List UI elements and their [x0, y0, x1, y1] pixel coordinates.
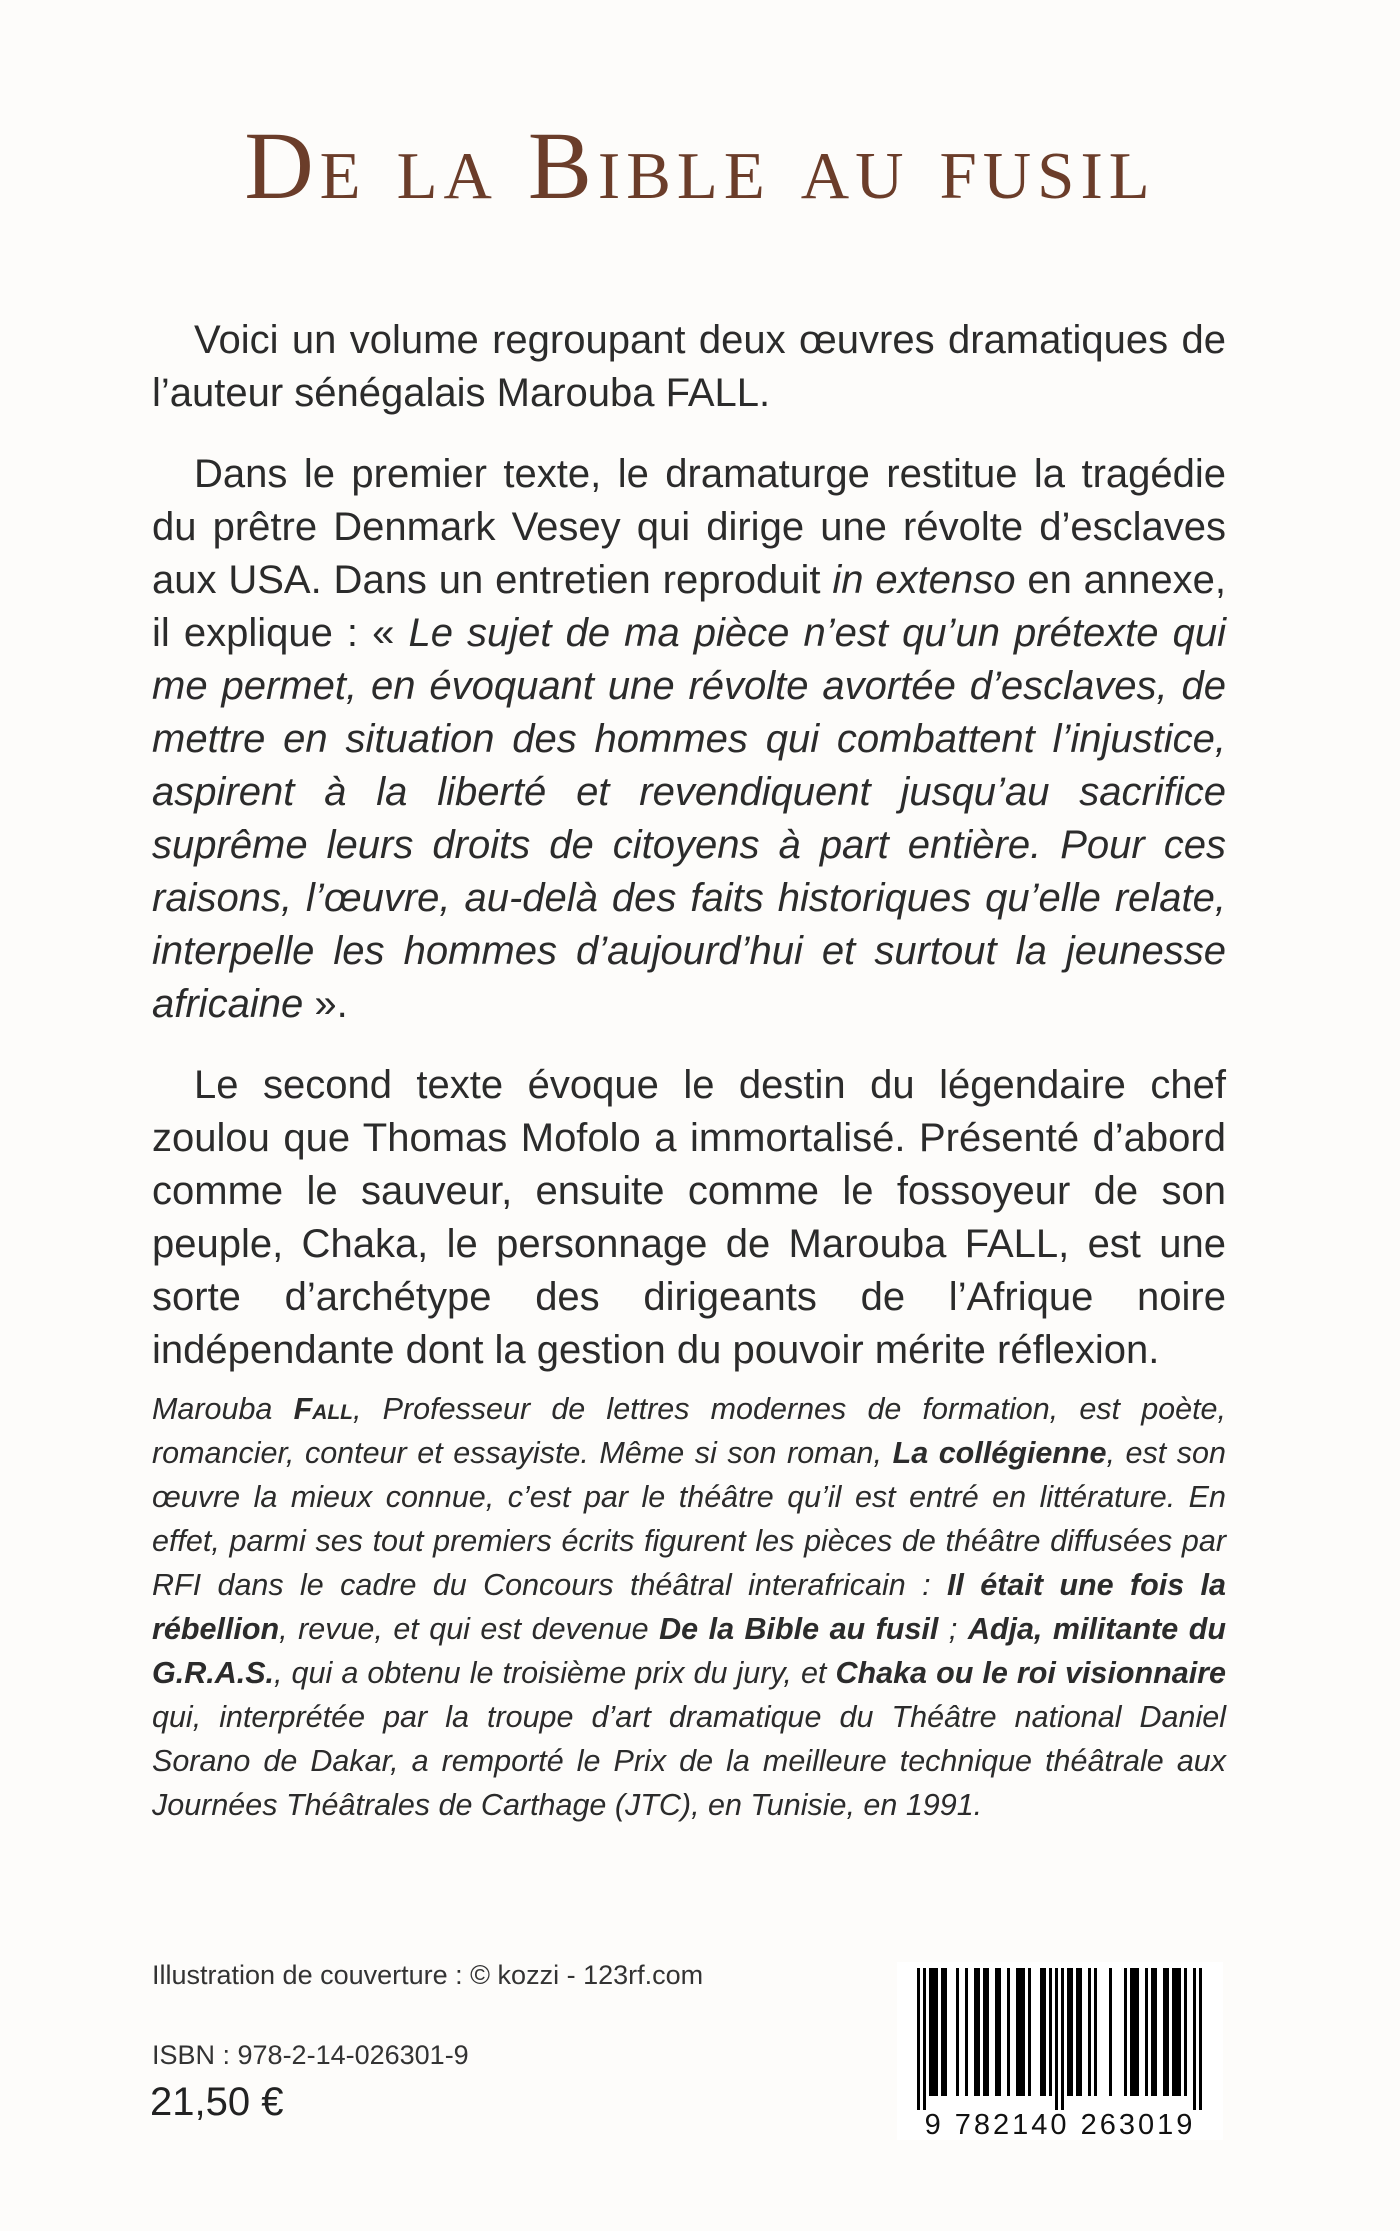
- barcode-bar: [1088, 1968, 1091, 2096]
- author-bio: [152, 1387, 1226, 1827]
- barcode-bar: [1172, 1968, 1175, 2096]
- price: 21,50 €: [150, 2080, 284, 2124]
- bio-text-1: , Professeur de lettres modernes de formation, est poète, romancier, conteur et essayiste. Même si son roman,: [152, 1392, 1226, 1470]
- p2-text-middle: en annexe, il explique : «: [152, 558, 1227, 655]
- bio-text-3: , revue, et qui est devenue: [279, 1612, 660, 1646]
- barcode-bar: [1154, 1968, 1157, 2096]
- barcode-bar: [1028, 1968, 1031, 2096]
- synopsis: [152, 314, 1226, 1405]
- barcode-bar: [923, 1968, 926, 2110]
- barcode-bar: [1130, 1968, 1133, 2096]
- p2-text-start: Dans le premier texte, le dramaturge restitue la tragédie du prêtre Denmark Vesey qui dirige une révolte d’esclaves aux USA. Dans un entretien reproduit: [152, 452, 1226, 602]
- barcode-bar: [1094, 1968, 1097, 2096]
- barcode-bar: [1199, 1968, 1202, 2110]
- bio-text-4: ;: [938, 1612, 968, 1646]
- barcode-bar: [1040, 1968, 1043, 2096]
- barcode-bar: [917, 1968, 920, 2110]
- barcode-bar: [986, 1968, 989, 2096]
- barcode-bar: [1184, 1968, 1187, 2096]
- barcode-bar: [935, 1968, 938, 2096]
- bio-work-2: Il était une fois la rébellion: [152, 1568, 1226, 1646]
- bio-text-2: , est son œuvre la mieux connue, c’est par le théâtre qu’il est entré en littérature. En effet, parmi ses tout premiers écrits figurent les pièces de théâtre diffusées par RFI dans le cadre du Concours théâtral interafricain :: [152, 1436, 1226, 1602]
- barcode-bar: [1079, 1968, 1082, 2096]
- barcode: [897, 1962, 1223, 2140]
- barcode-bar: [1016, 1968, 1019, 2096]
- synopsis-paragraph-3: Le second texte évoque le destin du légendaire chef zoulou que Thomas Mofolo a immortalisé. Présenté d’abord comme le sauveur, ensuite comme le fossoyeur de son peuple, Chaka, le personnage de Marouba FALL, est une sorte d’archétype des dirigeants de l’Afrique noire indépendante dont la gestion du pouvoir mérite réflexion.: [152, 1063, 1226, 1372]
- barcode-bar: [932, 1968, 935, 2096]
- bio-work-5: Chaka ou le roi visionnaire: [835, 1656, 1226, 1690]
- barcode-bar: [929, 1968, 932, 2096]
- cover-credit: Illustration de couverture : © kozzi - 123rf.com: [152, 1960, 704, 1990]
- bio-work-1: La collégienne: [892, 1436, 1107, 1470]
- barcode-bar: [965, 1968, 968, 2096]
- barcode-bar: [1175, 1968, 1178, 2096]
- barcode-bar: [1151, 1968, 1154, 2096]
- barcode-bar: [1145, 1968, 1148, 2096]
- barcode-bar: [998, 1968, 1001, 2096]
- synopsis-paragraph-2: [152, 448, 1226, 1031]
- barcode-bar: [941, 1968, 944, 2096]
- bio-work-3: De la Bible au fusil: [659, 1612, 939, 1646]
- barcode-bar: [1076, 1968, 1079, 2096]
- barcode-bar: [944, 1968, 947, 2096]
- barcode-bar: [977, 1968, 980, 2096]
- barcode-bar: [1043, 1968, 1046, 2096]
- p2-italic-term: in extenso: [832, 558, 1016, 602]
- synopsis-paragraph-1: Voici un volume regroupant deux œuvres dramatiques de l’auteur sénégalais Marouba FALL.: [152, 318, 1226, 415]
- bio-work-4: Adja, militante du G.R.A.S.: [152, 1612, 1227, 1690]
- barcode-bar: [1178, 1968, 1181, 2096]
- bio-text-5: , qui a obtenu le troisième prix du jury, et: [274, 1656, 836, 1690]
- barcode-bar: [1124, 1968, 1127, 2096]
- isbn: ISBN : 978-2-14-026301-9: [152, 2040, 469, 2070]
- p2-text-end: ».: [303, 982, 348, 1026]
- barcode-bar: [1061, 1968, 1064, 2110]
- bio-author-last: Fall: [293, 1392, 354, 1426]
- bio-author-first: Marouba: [152, 1392, 294, 1426]
- barcode-bar: [983, 1968, 986, 2096]
- book-title: De la Bible au fusil: [244, 112, 1156, 219]
- barcode-digits: 9 782140 263019: [924, 2109, 1196, 2140]
- barcode-bar: [1022, 1968, 1025, 2096]
- barcode-bar: [1133, 1968, 1136, 2096]
- barcode-bar: [1070, 1968, 1073, 2096]
- barcode-bar: [1193, 1968, 1196, 2110]
- barcode-bar: [1019, 1968, 1022, 2096]
- barcode-bar: [1166, 1968, 1169, 2096]
- barcode-bar: [1109, 1968, 1112, 2096]
- barcode-bar: [1067, 1968, 1070, 2096]
- barcode-bar: [1136, 1968, 1139, 2096]
- barcode-bar: [1163, 1968, 1166, 2096]
- barcode-bar: [1055, 1968, 1058, 2110]
- p2-quote: Le sujet de ma pièce n’est qu’un prétexte qui me permet, en évoquant une révolte avortée d’esclaves, de mettre en situation des hommes qui combattent l’injustice, aspirent à la liberté et revendiquent jusqu’au sacrifice suprême leurs droits de citoyens à part entière. Pour ces raisons, l’œuvre, au-delà des faits historiques qu’elle relate, interpelle les hommes d’aujourd’hui et surtout la jeunesse africaine: [152, 611, 1226, 1026]
- barcode-bar: [974, 1968, 977, 2096]
- barcode-bar: [956, 1968, 959, 2096]
- barcode-bar: [995, 1968, 998, 2096]
- bio-text-6: qui, interprétée par la troupe d’art dramatique du Théâtre national Daniel Sorano de Dakar, a remporté le Prix de la meilleure technique théâtrale aux Journées Théâtrales de Carthage (JTC), en Tunisie, en 1991.: [152, 1700, 1226, 1822]
- barcode-bar: [1007, 1968, 1010, 2096]
- barcode-bar: [1049, 1968, 1052, 2096]
